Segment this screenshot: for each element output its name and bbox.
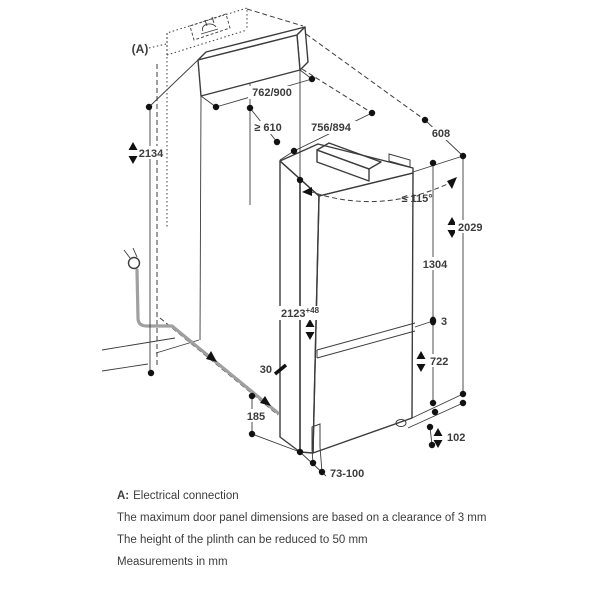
dim-plinth-height: 102 [447,432,466,444]
footnotes [117,490,486,568]
dim-appliance-depth: 608 [431,128,451,140]
dim-door-angle: ≤ 115° [401,193,433,205]
note-plinth-reduction: The height of the plinth can be reduced to 50 mm [117,534,368,546]
power-cable [124,248,278,413]
dim-niche-depth: ≥ 610 [254,122,282,134]
note-measurements-unit: Measurements in mm [117,556,228,568]
dim-outlet-offset: 185 [246,411,266,423]
dimension-labels [138,86,483,480]
note-electrical-connection [117,490,239,502]
socket-dashed-box [190,14,230,40]
note-door-panel-clearance: The maximum door panel dimensions are based on a clearance of 3 mm [117,512,487,524]
niche-top-dashed [306,34,425,120]
appliance-front-face [313,173,413,453]
niche-inner-edge [200,96,201,340]
wall-base-line [102,338,175,350]
cable-arrow-2 [260,396,271,406]
plug-icon [124,248,140,269]
dim-installation-height-tolerance: +48 [305,306,320,315]
arc-arrow-left [302,187,312,196]
callout-leader [149,44,166,48]
dim-side-clearance: 30 [259,364,272,376]
door-gap-lines [317,323,415,358]
door-gap-dot [430,317,436,326]
door-panel [198,27,308,96]
appliance [280,143,457,453]
dim-panel-width: 762/900 [252,87,292,99]
dimension-arrows [129,142,457,448]
note-a-text: Electrical connection [133,490,239,502]
arc-arrow-right [447,177,457,189]
cable-arrow-1 [206,351,217,362]
arrow-2123 [306,319,315,340]
dim-door-width: 756/894 [311,122,351,134]
dim-niche-height: 2134 [138,148,164,160]
arrow-2134 [129,142,138,164]
arrow-722 [417,351,426,372]
dim-door-gap: 3 [441,316,448,328]
dim-lower-door: 722 [430,356,449,368]
dim-plinth-recess: 73-100 [330,468,365,480]
dim-upper-door: 1304 [422,259,448,271]
dim-appliance-height: 2029 [458,222,483,234]
dim-installation-height-main: 2123 [281,308,306,320]
callout-a-label: (A) [131,42,149,56]
note-a-prefix: A: [117,490,130,502]
